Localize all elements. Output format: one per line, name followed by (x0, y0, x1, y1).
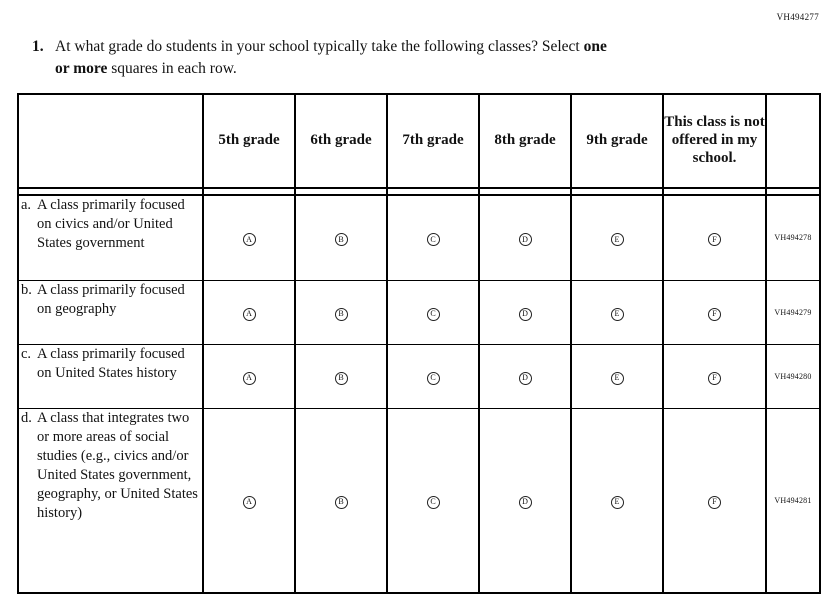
option-cell (203, 408, 295, 593)
option-cell (571, 408, 663, 593)
row-text: A class that integrates two or more areas of social studies (e.g., civics and/or United States government, geography, or United States history) (37, 409, 198, 522)
option-cell (203, 195, 295, 280)
row-letter: b. (21, 281, 32, 298)
option-bubble-a[interactable]: A (243, 308, 256, 321)
table-row-a (18, 195, 820, 280)
row-text: A class primarily focused on United States history (37, 345, 185, 381)
option-cell (479, 408, 571, 593)
option-bubble-d[interactable]: D (519, 372, 532, 385)
option-bubble-c[interactable]: C (427, 372, 440, 385)
row-label-a (18, 195, 203, 280)
question-number: 1. (32, 38, 44, 55)
spacer-cell (479, 188, 571, 195)
row-text: A class primarily focused on geography (37, 281, 185, 317)
option-bubble-d[interactable]: D (519, 233, 532, 246)
spacer-cell (387, 188, 479, 195)
option-bubble-d[interactable]: D (519, 496, 532, 509)
option-cell (295, 408, 387, 593)
row-letter: c. (21, 345, 32, 362)
row-label-d (18, 408, 203, 593)
option-cell (663, 344, 766, 408)
table-row-b (18, 280, 820, 344)
option-cell (295, 195, 387, 280)
header-row (18, 94, 820, 188)
question-bold-one: one (583, 38, 607, 55)
option-cell (295, 344, 387, 408)
option-bubble-c[interactable]: C (427, 308, 440, 321)
spacer-cell (18, 188, 203, 195)
option-bubble-f[interactable]: F (708, 496, 721, 509)
option-cell (203, 280, 295, 344)
question-1 (32, 36, 835, 80)
grade-selection-table (17, 93, 821, 594)
option-bubble-a[interactable]: A (243, 372, 256, 385)
header-9th-grade: 9th grade (571, 94, 663, 188)
option-bubble-d[interactable]: D (519, 308, 532, 321)
spacer-cell (295, 188, 387, 195)
row-code: VH494281 (766, 408, 820, 593)
header-empty-label-col (18, 94, 203, 188)
option-bubble-e[interactable]: E (611, 233, 624, 246)
table-row-c (18, 344, 820, 408)
header-6th-grade: 6th grade (295, 94, 387, 188)
row-letter: a. (21, 197, 32, 213)
option-bubble-b[interactable]: B (335, 372, 348, 385)
option-bubble-f[interactable]: F (708, 233, 721, 246)
option-cell (571, 280, 663, 344)
spacer-cell (766, 188, 820, 195)
question-text-before: At what grade do students in your school typically take the following classes? Select (55, 38, 584, 55)
option-bubble-e[interactable]: E (611, 496, 624, 509)
form-code: VH494277 (776, 12, 819, 22)
spacer-row (18, 188, 820, 195)
row-code: VH494279 (766, 280, 820, 344)
row-label-b (18, 280, 203, 344)
option-cell (479, 280, 571, 344)
option-cell (203, 344, 295, 408)
row-text: A class primarily focused on civics and/or United States government (37, 197, 185, 252)
option-cell (387, 408, 479, 593)
option-cell (387, 195, 479, 280)
option-cell (295, 280, 387, 344)
header-8th-grade: 8th grade (479, 94, 571, 188)
option-bubble-b[interactable]: B (335, 496, 348, 509)
option-cell (663, 195, 766, 280)
option-cell (663, 408, 766, 593)
option-cell (571, 344, 663, 408)
option-bubble-e[interactable]: E (611, 372, 624, 385)
header-empty-code-col (766, 94, 820, 188)
option-cell (387, 344, 479, 408)
option-bubble-c[interactable]: C (427, 233, 440, 246)
option-bubble-b[interactable]: B (335, 233, 348, 246)
option-bubble-a[interactable]: A (243, 233, 256, 246)
table-row-d (18, 408, 820, 593)
option-cell (479, 344, 571, 408)
option-bubble-e[interactable]: E (611, 308, 624, 321)
header-7th-grade: 7th grade (387, 94, 479, 188)
spacer-cell (571, 188, 663, 195)
question-bold-or-more: or more (55, 60, 108, 77)
option-cell (571, 195, 663, 280)
row-letter: d. (21, 409, 32, 426)
option-bubble-c[interactable]: C (427, 496, 440, 509)
option-bubble-b[interactable]: B (335, 308, 348, 321)
header-not-offered: This class is not offered in my school. (663, 94, 766, 188)
option-cell (387, 280, 479, 344)
option-cell (663, 280, 766, 344)
option-bubble-f[interactable]: F (708, 308, 721, 321)
row-code: VH494278 (766, 195, 820, 280)
option-bubble-a[interactable]: A (243, 496, 256, 509)
spacer-cell (203, 188, 295, 195)
option-cell (479, 195, 571, 280)
question-text (55, 36, 755, 80)
row-code: VH494280 (766, 344, 820, 408)
option-bubble-f[interactable]: F (708, 372, 721, 385)
spacer-cell (663, 188, 766, 195)
row-label-c (18, 344, 203, 408)
header-5th-grade: 5th grade (203, 94, 295, 188)
question-text-after: squares in each row. (107, 60, 237, 77)
